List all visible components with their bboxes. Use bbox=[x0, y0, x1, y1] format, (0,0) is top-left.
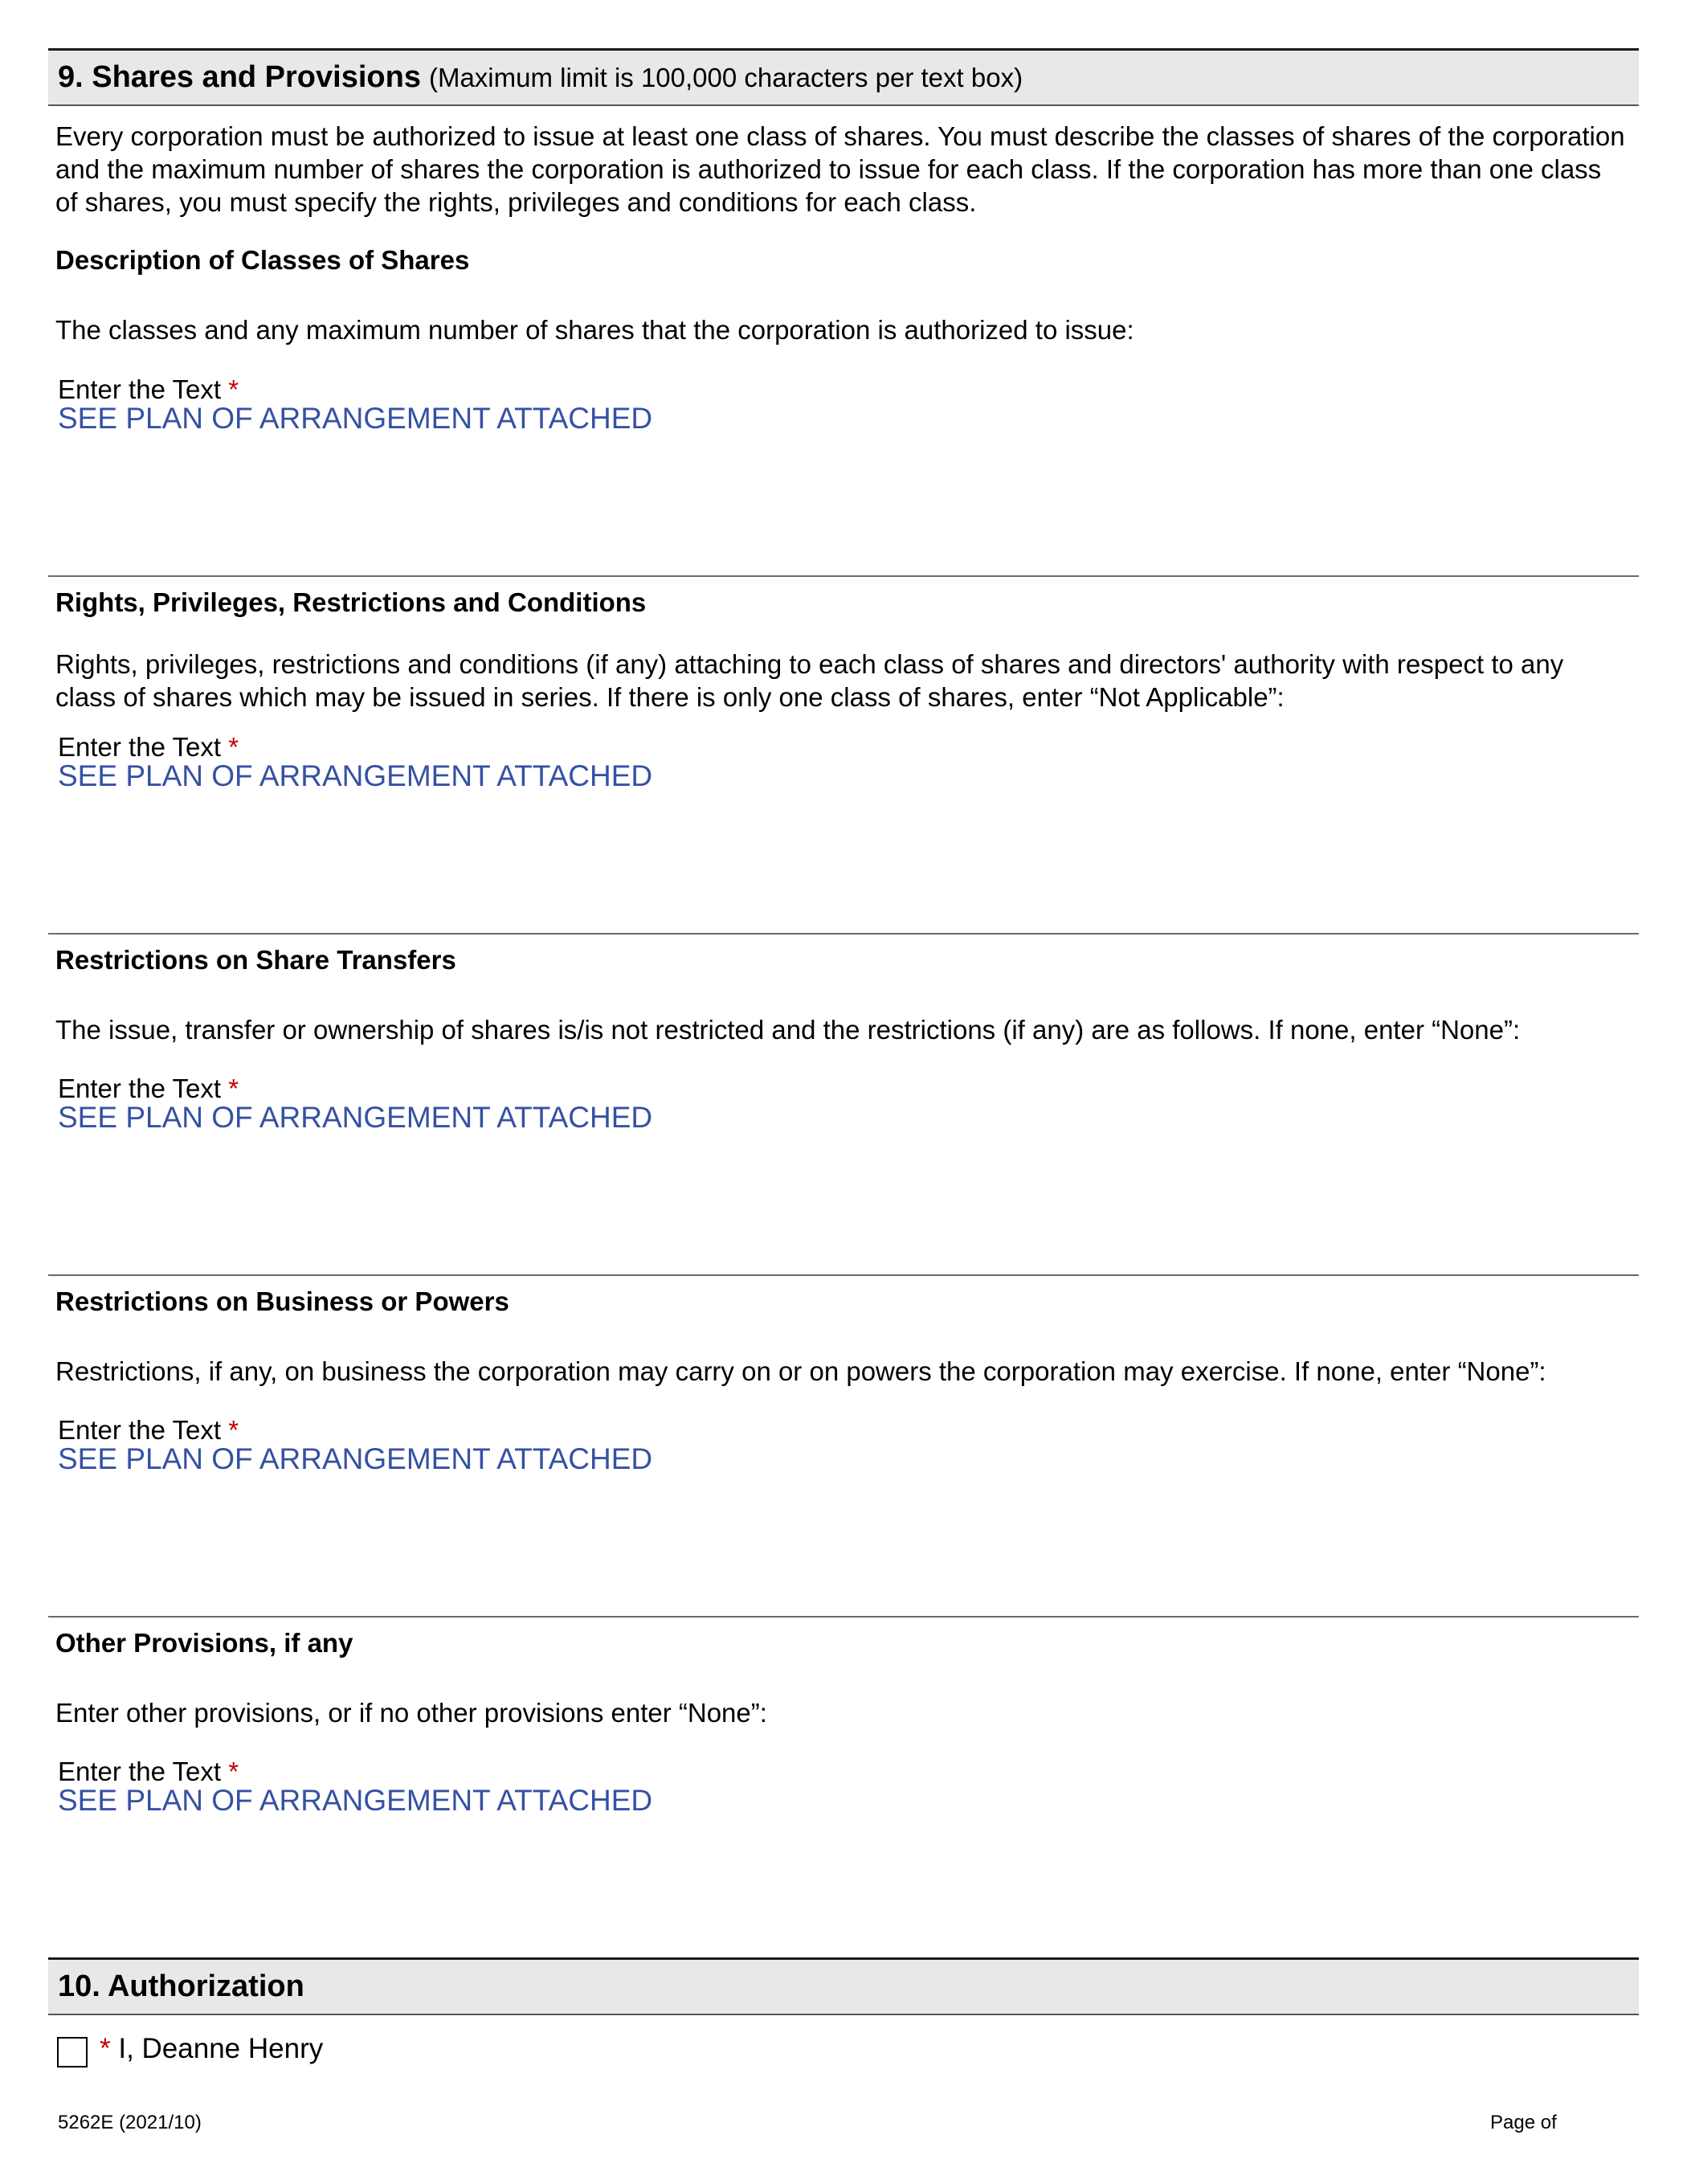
section-10-title: 10. Authorization bbox=[58, 1969, 304, 2003]
business-powers-restrictions-field[interactable]: SEE PLAN OF ARRANGEMENT ATTACHED bbox=[58, 1442, 653, 1475]
required-asterisk: * bbox=[228, 1415, 239, 1445]
description-of-classes-text: The classes and any maximum number of shares that the corporation is authorized to issue: bbox=[55, 315, 1134, 345]
enter-text-label: Enter the Text * bbox=[58, 374, 239, 404]
enter-text-label: Enter the Text * bbox=[58, 732, 239, 762]
required-asterisk: * bbox=[228, 1757, 239, 1786]
section-9-note: (Maximum limit is 100,000 characters per text box) bbox=[428, 62, 1023, 92]
divider bbox=[48, 1274, 1639, 1276]
enter-text-label: Enter the Text * bbox=[58, 1074, 239, 1103]
classes-of-shares-field[interactable]: SEE PLAN OF ARRANGEMENT ATTACHED bbox=[58, 402, 653, 435]
divider bbox=[48, 933, 1639, 935]
required-asterisk: * bbox=[228, 1074, 239, 1103]
divider bbox=[48, 1616, 1639, 1618]
section-10-header bbox=[48, 1957, 1639, 2015]
section-9-intro: Every corporation must be authorized to issue at least one class of shares. You must describe the classes of shares of the corporation and the maximum number of shares the corporation is authorized to issue for each class. If the corporation has more than one class of shares, you must specify the rights, privileges and conditions for each class. bbox=[55, 121, 1625, 217]
page-number: Page of bbox=[1490, 2112, 1557, 2133]
rights-privileges-text: Rights, privileges, restrictions and conditions (if any) attaching to each class of shares and directors' authority with respect to any class of shares which may be issued in series. If there is only one class of shares, enter “Not Applicable”: bbox=[55, 649, 1564, 712]
authorization-statement bbox=[100, 2033, 323, 2065]
share-transfer-restrictions-field[interactable]: SEE PLAN OF ARRANGEMENT ATTACHED bbox=[58, 1101, 653, 1134]
business-powers-restrictions-heading: Restrictions on Business or Powers bbox=[55, 1286, 509, 1316]
required-asterisk: * bbox=[100, 2033, 111, 2064]
share-transfer-restrictions-heading: Restrictions on Share Transfers bbox=[55, 945, 456, 975]
enter-text-label: Enter the Text * bbox=[58, 1757, 239, 1786]
business-powers-restrictions-text: Restrictions, if any, on business the corporation may carry on or on powers the corporation may exercise. If none, enter “None”: bbox=[55, 1356, 1546, 1386]
rights-privileges-heading: Rights, Privileges, Restrictions and Conditions bbox=[55, 587, 647, 617]
enter-text-label: Enter the Text * bbox=[58, 1415, 239, 1445]
description-of-classes-heading: Description of Classes of Shares bbox=[55, 245, 470, 275]
section-9-title: 9. Shares and Provisions bbox=[58, 60, 421, 94]
authorization-checkbox[interactable] bbox=[57, 2037, 88, 2067]
other-provisions-heading: Other Provisions, if any bbox=[55, 1628, 353, 1658]
other-provisions-field[interactable]: SEE PLAN OF ARRANGEMENT ATTACHED bbox=[58, 1784, 653, 1817]
required-asterisk: * bbox=[228, 732, 239, 762]
form-code: 5262E (2021/10) bbox=[58, 2112, 202, 2133]
required-asterisk: * bbox=[228, 374, 239, 404]
divider bbox=[48, 575, 1639, 577]
rights-privileges-field[interactable]: SEE PLAN OF ARRANGEMENT ATTACHED bbox=[58, 759, 653, 792]
section-9-header bbox=[48, 48, 1639, 106]
other-provisions-text: Enter other provisions, or if no other provisions enter “None”: bbox=[55, 1698, 767, 1728]
share-transfer-restrictions-text: The issue, transfer or ownership of shares is/is not restricted and the restrictions (if any) are as follows. If none, enter “None”: bbox=[55, 1015, 1521, 1045]
authorization-name: I, Deanne Henry bbox=[118, 2033, 324, 2064]
